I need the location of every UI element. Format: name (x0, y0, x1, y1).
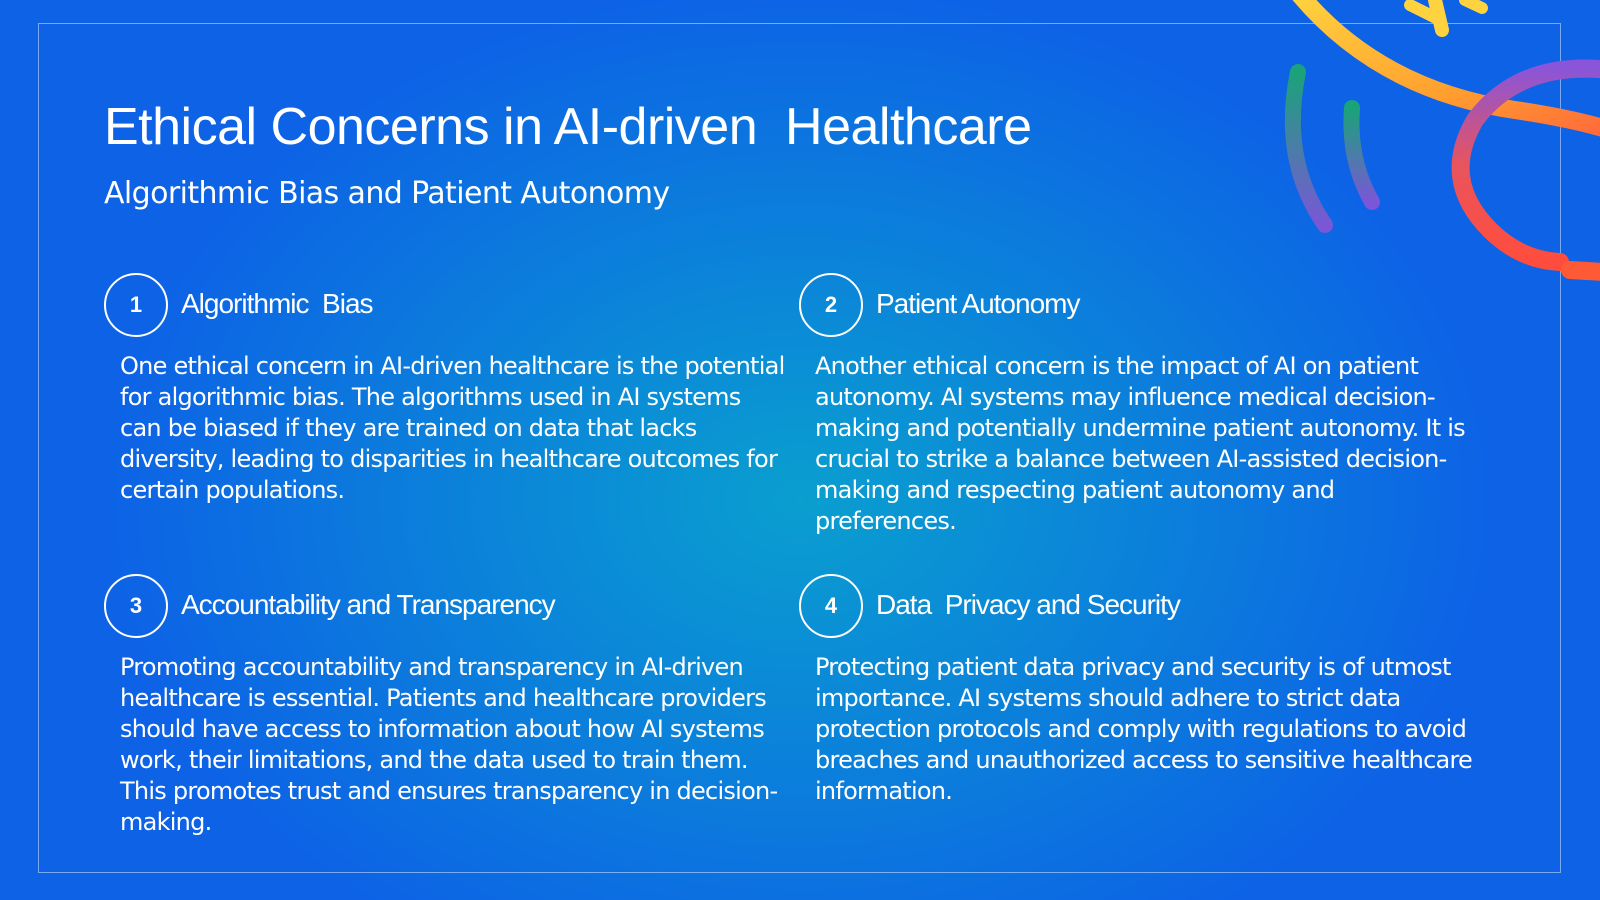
number-badge: 1 (104, 273, 168, 337)
slide-title: Ethical Concerns in AI-driven Healthcare (104, 98, 1032, 156)
concern-description: One ethical concern in AI-driven healthcare is the potential for algorithmic bias. The algorithms used in AI systems can be biased if they are trained on data that lacks diversity, leading to disparities in healthcare outcomes for certain populations. (120, 352, 785, 504)
concern-heading: Patient Autonomy (876, 288, 1080, 319)
concern-heading: Algorithmic Bias (181, 288, 373, 319)
concern-heading: Data Privacy and Security (876, 589, 1180, 620)
concern-description: Promoting accountability and transparency in AI-driven healthcare is essential. Patients and healthcare providers should have access to information about how AI systems work, their limitations, and the data used to train them. This promotes trust and ensures transparency in decision-making. (120, 653, 778, 836)
number-badge: 2 (799, 273, 863, 337)
decorative-swirl-graphic (1260, 0, 1600, 300)
slide-subtitle: Algorithmic Bias and Patient Autonomy (104, 176, 670, 211)
concern-description: Protecting patient data privacy and security is of utmost importance. AI systems should adhere to strict data protection protocols and comply with regulations to avoid breaches and unauthorized access to sensitive healthcare information. (815, 653, 1473, 805)
number-badge: 3 (104, 574, 168, 638)
number-badge: 4 (799, 574, 863, 638)
concern-description: Another ethical concern is the impact of AI on patient autonomy. AI systems may influence medical decision-making and potentially undermine patient autonomy. It is crucial to strike a balance between AI-assisted decision-making and respecting patient autonomy and preferences. (815, 352, 1465, 535)
concern-heading: Accountability and Transparency (181, 589, 555, 620)
